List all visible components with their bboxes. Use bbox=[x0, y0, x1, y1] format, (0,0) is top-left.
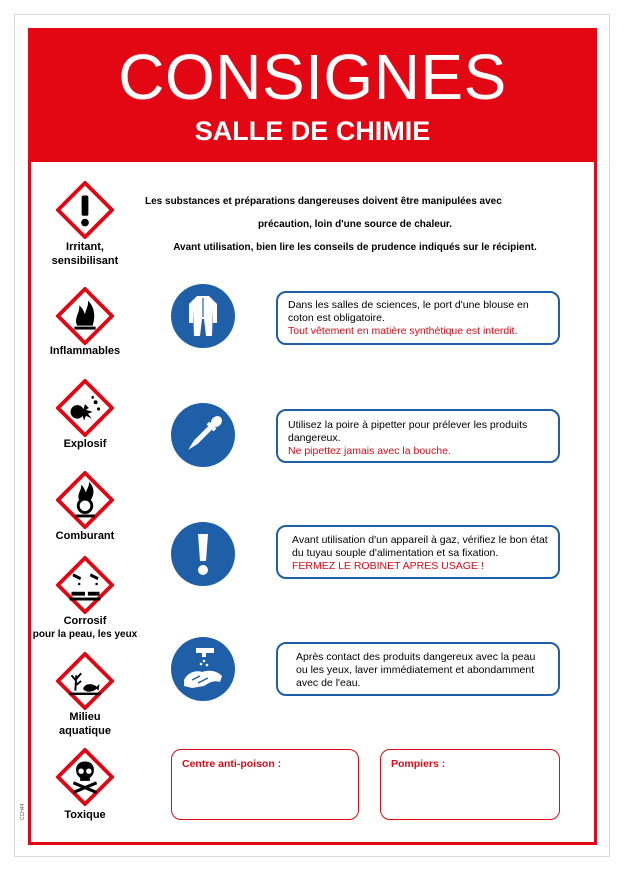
flame-pictogram-icon bbox=[56, 287, 114, 345]
instruction-text: Dans les salles de sciences, le port d'une blouse en coton est obligatoire. bbox=[288, 299, 529, 324]
hazard-label-corrosive bbox=[29, 614, 141, 642]
firefighters-field[interactable] bbox=[380, 749, 560, 820]
instruction-box-wash bbox=[276, 642, 560, 696]
skull-crossbones-pictogram-icon bbox=[56, 748, 114, 806]
hazard-label-line: pour la peau, les yeux bbox=[32, 629, 138, 640]
hazard-label-line: Toxique bbox=[64, 809, 106, 821]
hazard-label-irritant bbox=[29, 240, 141, 268]
hand-wash-icon bbox=[170, 636, 236, 702]
intro-text bbox=[145, 190, 565, 259]
instruction-box-gas bbox=[276, 525, 560, 579]
environment-pictogram-icon bbox=[56, 652, 114, 710]
intro-line: Les substances et préparations dangereuses doivent être manipulées avec bbox=[145, 196, 502, 207]
exclamation-pictogram-icon bbox=[56, 181, 114, 239]
hazard-label-flammable bbox=[29, 344, 141, 358]
sign-header bbox=[31, 31, 594, 162]
sign-title: CONSIGNES bbox=[118, 41, 507, 113]
hazard-label-oxidizing bbox=[29, 529, 141, 543]
corrosion-pictogram-icon bbox=[56, 556, 114, 614]
antipoison-field[interactable] bbox=[171, 749, 359, 820]
hazard-label-line: Comburant bbox=[55, 530, 115, 542]
instruction-warning: Ne pipettez jamais avec la bouche. bbox=[288, 445, 451, 457]
intro-line: précaution, loin d'une source de chaleur. bbox=[257, 219, 453, 230]
reference-code: CCH44 bbox=[20, 803, 26, 820]
instruction-box-lab-coat bbox=[276, 291, 560, 345]
instruction-warning: FERMEZ LE ROBINET APRES USAGE ! bbox=[292, 560, 484, 572]
antipoison-label: Centre anti-poison : bbox=[182, 758, 282, 770]
instruction-warning: Tout vêtement en matière synthétique est interdit. bbox=[288, 325, 518, 337]
pipette-icon bbox=[170, 402, 236, 468]
hazard-label-line: Corrosif bbox=[63, 615, 107, 627]
exploding-bomb-pictogram-icon bbox=[56, 379, 114, 437]
hazard-label-aquatic bbox=[29, 710, 141, 738]
instruction-text: Avant utilisation d'un appareil à gaz, vérifiez le bon état du tuyau souple d'alimentation et sa fixation. bbox=[292, 534, 548, 559]
hazard-label-line: aquatique bbox=[59, 725, 111, 737]
intro-line: Avant utilisation, bien lire les conseils de prudence indiqués sur le récipient. bbox=[173, 242, 537, 253]
hazard-label-line: Milieu bbox=[69, 711, 101, 723]
hazard-label-line: Inflammables bbox=[49, 345, 121, 357]
hazard-label-line: Irritant, bbox=[66, 241, 104, 253]
hazard-label-line: sensibilisant bbox=[51, 255, 119, 267]
flame-over-circle-pictogram-icon bbox=[56, 471, 114, 529]
hazard-label-explosive bbox=[29, 437, 141, 451]
hazard-label-toxic bbox=[29, 808, 141, 822]
exclamation-icon bbox=[170, 521, 236, 587]
firefighters-label: Pompiers : bbox=[391, 758, 446, 770]
instruction-box-pipette bbox=[276, 409, 560, 463]
sign-subtitle: SALLE DE CHIMIE bbox=[194, 116, 431, 146]
lab-coat-icon bbox=[170, 283, 236, 349]
instruction-text: Utilisez la poire à pipetter pour prélever les produits dangereux. bbox=[288, 419, 528, 444]
instruction-text: Après contact des produits dangereux avec la peau ou les yeux, laver immédiatement et abondamment avec de l'eau. bbox=[296, 651, 536, 689]
hazard-label-line: Explosif bbox=[63, 438, 107, 450]
